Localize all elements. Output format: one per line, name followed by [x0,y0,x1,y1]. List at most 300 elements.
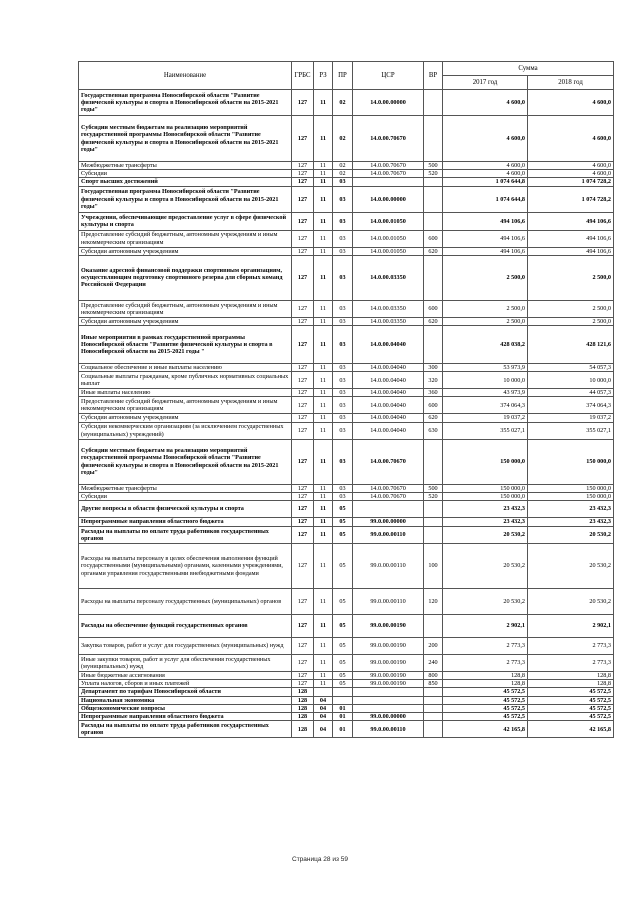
cell-sum-2017: 45 572,5 [443,713,528,721]
cell-csr: 99.0.00.00190 [353,672,424,680]
cell-grbs: 127 [292,492,314,500]
cell-csr [353,688,424,696]
cell-vr: 520 [424,492,443,500]
cell-sum-2017: 20 530,2 [443,589,528,615]
cell-pr: 02 [333,116,353,162]
cell-sum-2017: 4 600,0 [443,162,528,170]
cell-sum-2018: 2 773,3 [528,655,614,672]
cell-rz: 11 [314,527,333,544]
cell-grbs: 127 [292,655,314,672]
cell-csr: 99.0.00.00190 [353,655,424,672]
cell-grbs: 128 [292,688,314,696]
table-row [79,397,614,414]
cell-sum-2017: 428 038,2 [443,326,528,364]
cell-sum-2018: 128,8 [528,680,614,688]
cell-pr: 02 [333,170,353,178]
cell-rz: 04 [314,704,333,712]
table-row [79,492,614,500]
cell-pr: 05 [333,527,353,544]
cell-sum-2017: 2 902,1 [443,615,528,638]
cell-csr: 14.0.00.04040 [353,397,424,414]
cell-sum-2018: 45 572,5 [528,688,614,696]
cell-sum-2017: 128,8 [443,680,528,688]
cell-grbs: 127 [292,638,314,655]
cell-rz: 11 [314,255,333,300]
cell-grbs: 127 [292,116,314,162]
cell-name: Субсидии автономным учреждениям [79,247,292,255]
cell-sum-2018: 44 057,3 [528,389,614,397]
cell-rz: 11 [314,90,333,116]
cell-vr: 500 [424,484,443,492]
cell-sum-2017: 150 000,0 [443,492,528,500]
cell-sum-2018: 128,8 [528,672,614,680]
cell-vr [424,688,443,696]
cell-rz: 11 [314,186,333,212]
cell-grbs: 127 [292,672,314,680]
cell-sum-2018: 1 074 728,2 [528,178,614,186]
table-body [79,90,614,738]
table-row [79,162,614,170]
cell-name: Расходы на обеспечение функций государственных органов [79,615,292,638]
cell-grbs: 127 [292,439,314,484]
cell-rz: 11 [314,178,333,186]
cell-grbs: 127 [292,300,314,317]
cell-rz: 11 [314,589,333,615]
cell-vr [424,615,443,638]
cell-rz: 11 [314,492,333,500]
cell-csr: 14.0.00.04040 [353,422,424,439]
cell-csr: 14.0.00.70670 [353,116,424,162]
cell-sum-2018: 4 600,0 [528,90,614,116]
cell-pr: 03 [333,326,353,364]
table-row [79,326,614,364]
cell-name: Департамент по тарифам Новосибирской области [79,688,292,696]
table-row [79,90,614,116]
cell-csr: 14.0.00.03350 [353,317,424,325]
cell-vr: 620 [424,247,443,255]
table-row [79,704,614,712]
cell-pr: 03 [333,178,353,186]
cell-grbs: 127 [292,317,314,325]
cell-sum-2017: 20 530,2 [443,527,528,544]
cell-csr: 14.0.00.03350 [353,255,424,300]
col-header-csr: ЦСР [353,62,424,90]
cell-sum-2017: 150 000,0 [443,439,528,484]
table-row [79,170,614,178]
cell-sum-2018: 23 432,3 [528,518,614,527]
table-row [79,655,614,672]
cell-sum-2017: 374 064,3 [443,397,528,414]
cell-pr: 02 [333,162,353,170]
cell-vr: 620 [424,414,443,422]
cell-name: Социальное обеспечение и иные выплаты населению [79,364,292,372]
cell-sum-2017: 2 500,0 [443,255,528,300]
cell-sum-2017: 4 600,0 [443,90,528,116]
cell-pr: 01 [333,713,353,721]
cell-csr [353,704,424,712]
cell-sum-2018: 45 572,5 [528,713,614,721]
table-row [79,518,614,527]
cell-sum-2018: 2 500,0 [528,300,614,317]
cell-pr: 03 [333,372,353,389]
cell-vr [424,178,443,186]
cell-sum-2018: 42 165,8 [528,721,614,738]
cell-vr [424,704,443,712]
cell-name: Иные выплаты населению [79,389,292,397]
cell-vr: 520 [424,170,443,178]
cell-pr: 03 [333,492,353,500]
table-row [79,414,614,422]
cell-sum-2017: 43 973,9 [443,389,528,397]
cell-name: Субсидии автономным учреждениям [79,414,292,422]
cell-sum-2018: 2 500,0 [528,317,614,325]
cell-name: Субсидии местным бюджетам на реализацию мероприятий государственной программы Новосибирской области "Развитие физической культуры и спорта в Новосибирской области на 2015-2021 годы" [79,116,292,162]
cell-rz: 11 [314,615,333,638]
cell-vr: 240 [424,655,443,672]
cell-pr: 05 [333,518,353,527]
cell-csr: 14.0.00.70670 [353,170,424,178]
cell-vr [424,116,443,162]
cell-sum-2017: 42 165,8 [443,721,528,738]
cell-sum-2018: 19 037,2 [528,414,614,422]
cell-name: Предоставление субсидий бюджетным, автономным учреждениям и иным некоммерческим организациям [79,397,292,414]
cell-grbs: 127 [292,389,314,397]
cell-sum-2018: 20 530,2 [528,544,614,589]
cell-vr: 120 [424,589,443,615]
cell-pr: 05 [333,589,353,615]
cell-grbs: 127 [292,247,314,255]
cell-sum-2018: 4 600,0 [528,116,614,162]
cell-rz: 11 [314,501,333,518]
cell-csr: 14.0.00.70670 [353,492,424,500]
cell-name: Оказание адресной финансовой поддержки спортивным организациям, осуществляющим подготовку спортивного резерва для сборных команд Российской Федерации [79,255,292,300]
cell-sum-2018: 45 572,5 [528,696,614,704]
cell-csr: 14.0.00.04040 [353,389,424,397]
cell-grbs: 127 [292,414,314,422]
cell-name: Предоставление субсидий бюджетным, автономным учреждениям и иным некоммерческим организациям [79,230,292,247]
cell-rz: 11 [314,162,333,170]
cell-vr: 600 [424,300,443,317]
cell-rz: 11 [314,326,333,364]
cell-grbs: 127 [292,544,314,589]
cell-vr: 600 [424,230,443,247]
table-row [79,484,614,492]
cell-sum-2018: 2 902,1 [528,615,614,638]
cell-sum-2017: 150 000,0 [443,484,528,492]
cell-csr: 14.0.00.04040 [353,414,424,422]
cell-rz [314,688,333,696]
cell-sum-2018: 4 600,0 [528,170,614,178]
cell-pr: 05 [333,655,353,672]
cell-sum-2018: 374 064,3 [528,397,614,414]
cell-csr: 99.0.00.00110 [353,544,424,589]
cell-rz: 11 [314,364,333,372]
cell-sum-2017: 128,8 [443,672,528,680]
table-row [79,186,614,212]
cell-vr [424,713,443,721]
cell-csr: 14.0.00.04040 [353,364,424,372]
cell-vr [424,186,443,212]
col-header-grbs: ГРБС [292,62,314,90]
cell-grbs: 127 [292,255,314,300]
cell-rz: 11 [314,300,333,317]
cell-csr: 14.0.00.00000 [353,186,424,212]
table-row [79,116,614,162]
cell-sum-2017: 4 600,0 [443,170,528,178]
cell-pr: 03 [333,484,353,492]
cell-sum-2017: 2 500,0 [443,317,528,325]
cell-csr [353,178,424,186]
cell-csr: 99.0.00.00110 [353,589,424,615]
cell-pr: 03 [333,389,353,397]
cell-pr: 03 [333,186,353,212]
cell-name: Учреждения, обеспечивающие предоставление услуг в сфере физической культуры и спорта [79,212,292,230]
cell-vr: 300 [424,364,443,372]
cell-sum-2018: 150 000,0 [528,439,614,484]
col-header-rz: РЗ [314,62,333,90]
col-header-vr: ВР [424,62,443,90]
cell-pr: 05 [333,544,353,589]
table-row [79,422,614,439]
cell-name: Субсидии некоммерческим организациям (за исключением государственных (муниципальных) учреждений) [79,422,292,439]
cell-name: Иные закупки товаров, работ и услуг для обеспечения государственных (муниципальных) нужд [79,655,292,672]
cell-pr: 03 [333,414,353,422]
cell-grbs: 128 [292,696,314,704]
cell-name: Национальная экономика [79,696,292,704]
table-row [79,364,614,372]
cell-name: Иные бюджетные ассигнования [79,672,292,680]
cell-pr: 03 [333,439,353,484]
cell-grbs: 127 [292,170,314,178]
cell-name: Межбюджетные трансферты [79,484,292,492]
table-row [79,615,614,638]
table-row [79,638,614,655]
cell-sum-2017: 355 027,1 [443,422,528,439]
cell-grbs: 127 [292,518,314,527]
col-header-2017: 2017 год [443,76,528,90]
cell-pr: 03 [333,247,353,255]
table-row [79,589,614,615]
cell-name: Закупка товаров, работ и услуг для государственных (муниципальных) нужд [79,638,292,655]
table-row [79,178,614,186]
cell-rz: 11 [314,439,333,484]
cell-sum-2018: 428 121,6 [528,326,614,364]
cell-sum-2017: 23 432,3 [443,501,528,518]
cell-csr [353,501,424,518]
cell-csr: 14.0.00.70670 [353,484,424,492]
cell-sum-2018: 150 000,0 [528,484,614,492]
cell-name: Расходы на выплаты персоналу государственных (муниципальных) органов [79,589,292,615]
table-row [79,255,614,300]
cell-name: Уплата налогов, сборов и иных платежей [79,680,292,688]
col-header-name: Наименование [79,62,292,90]
cell-pr: 03 [333,397,353,414]
table-row [79,527,614,544]
budget-table [78,61,614,738]
cell-sum-2017: 23 432,3 [443,518,528,527]
cell-sum-2018: 54 057,3 [528,364,614,372]
cell-name: Другие вопросы в области физической культуры и спорта [79,501,292,518]
table-row [79,439,614,484]
cell-name: Общеэкономические вопросы [79,704,292,712]
cell-sum-2017: 1 074 644,8 [443,178,528,186]
cell-rz: 11 [314,397,333,414]
cell-vr: 630 [424,422,443,439]
cell-grbs: 127 [292,212,314,230]
cell-grbs: 127 [292,372,314,389]
cell-name: Субсидии местным бюджетам на реализацию мероприятий государственной программы Новосибирской области "Развитие физической культуры и спорта в Новосибирской области на 2015-2021 годы" [79,439,292,484]
cell-sum-2017: 1 074 644,8 [443,186,528,212]
cell-grbs: 127 [292,527,314,544]
cell-sum-2018: 10 000,0 [528,372,614,389]
cell-pr: 05 [333,680,353,688]
cell-csr: 99.0.00.00110 [353,721,424,738]
cell-rz: 11 [314,680,333,688]
table-row [79,672,614,680]
cell-rz: 11 [314,170,333,178]
cell-csr: 99.0.00.00190 [353,638,424,655]
cell-sum-2018: 150 000,0 [528,492,614,500]
cell-pr [333,688,353,696]
cell-csr: 99.0.00.00190 [353,680,424,688]
cell-sum-2017: 53 973,9 [443,364,528,372]
table-row [79,372,614,389]
cell-csr [353,696,424,704]
cell-rz: 04 [314,696,333,704]
cell-rz: 11 [314,518,333,527]
cell-grbs: 127 [292,397,314,414]
cell-pr: 03 [333,212,353,230]
cell-name: Непрограммные направления областного бюджета [79,518,292,527]
cell-csr: 14.0.00.03350 [353,300,424,317]
cell-csr: 14.0.00.04040 [353,372,424,389]
cell-csr: 14.0.00.70670 [353,439,424,484]
cell-vr [424,212,443,230]
cell-sum-2018: 2 500,0 [528,255,614,300]
cell-sum-2018: 45 572,5 [528,704,614,712]
cell-sum-2017: 45 572,5 [443,704,528,712]
cell-name: Непрограммные направления областного бюджета [79,713,292,721]
cell-sum-2018: 1 074 728,2 [528,186,614,212]
cell-sum-2018: 494 106,6 [528,230,614,247]
cell-sum-2018: 20 530,2 [528,589,614,615]
cell-pr: 05 [333,615,353,638]
cell-vr [424,721,443,738]
cell-grbs: 128 [292,704,314,712]
cell-csr: 14.0.00.01050 [353,230,424,247]
cell-grbs: 127 [292,680,314,688]
cell-grbs: 127 [292,484,314,492]
cell-vr: 320 [424,372,443,389]
cell-rz: 11 [314,484,333,492]
cell-sum-2017: 2 500,0 [443,300,528,317]
cell-name: Межбюджетные трансферты [79,162,292,170]
cell-csr: 14.0.00.04040 [353,326,424,364]
cell-rz: 04 [314,713,333,721]
cell-grbs: 127 [292,364,314,372]
cell-name: Иные мероприятия в рамках государственной программы Новосибирской области "Развитие физической культуры и спорта в Новосибирской области на 2015-2021 годы " [79,326,292,364]
cell-pr: 03 [333,230,353,247]
cell-vr: 800 [424,672,443,680]
cell-sum-2018: 23 432,3 [528,501,614,518]
cell-csr: 14.0.00.00000 [353,90,424,116]
table-row [79,389,614,397]
cell-grbs: 127 [292,326,314,364]
cell-rz: 11 [314,544,333,589]
table-row [79,688,614,696]
cell-grbs: 128 [292,721,314,738]
cell-sum-2018: 2 773,3 [528,638,614,655]
cell-grbs: 127 [292,589,314,615]
cell-vr: 600 [424,397,443,414]
cell-sum-2018: 494 106,6 [528,212,614,230]
cell-sum-2018: 20 530,2 [528,527,614,544]
page-number: Страница 28 из 59 [292,856,348,863]
cell-rz: 11 [314,414,333,422]
cell-name: Государственная программа Новосибирской области "Развитие физической культуры и спорта в Новосибирской области на 2015-2021 годы" [79,186,292,212]
cell-pr: 03 [333,300,353,317]
cell-rz: 11 [314,317,333,325]
cell-pr: 03 [333,422,353,439]
cell-rz: 11 [314,247,333,255]
table-row [79,713,614,721]
cell-sum-2017: 494 106,6 [443,247,528,255]
cell-csr: 99.0.00.00000 [353,713,424,721]
cell-name: Социальные выплаты гражданам, кроме публичных нормативных социальных выплат [79,372,292,389]
cell-rz: 04 [314,721,333,738]
cell-vr [424,326,443,364]
cell-csr: 99.0.00.00000 [353,518,424,527]
cell-sum-2018: 355 027,1 [528,422,614,439]
table-row [79,721,614,738]
budget-table-page [78,61,613,738]
cell-rz: 11 [314,422,333,439]
cell-pr: 05 [333,672,353,680]
cell-csr: 99.0.00.00190 [353,615,424,638]
table-row [79,544,614,589]
cell-vr [424,501,443,518]
cell-vr: 100 [424,544,443,589]
cell-name: Спорт высших достижений [79,178,292,186]
cell-name: Субсидии [79,170,292,178]
table-row [79,300,614,317]
cell-rz: 11 [314,372,333,389]
cell-rz: 11 [314,212,333,230]
cell-sum-2018: 494 106,6 [528,247,614,255]
cell-sum-2017: 494 106,6 [443,212,528,230]
cell-pr: 03 [333,317,353,325]
cell-csr: 14.0.00.01050 [353,247,424,255]
cell-grbs: 128 [292,713,314,721]
cell-grbs: 127 [292,422,314,439]
cell-sum-2017: 10 000,0 [443,372,528,389]
cell-vr [424,518,443,527]
table-row [79,680,614,688]
cell-vr [424,696,443,704]
cell-pr [333,696,353,704]
table-row [79,696,614,704]
cell-vr: 200 [424,638,443,655]
cell-grbs: 127 [292,90,314,116]
cell-vr: 500 [424,162,443,170]
cell-sum-2017: 45 572,5 [443,688,528,696]
cell-name: Предоставление субсидий бюджетным, автономным учреждениям и иным некоммерческим организациям [79,300,292,317]
table-row [79,317,614,325]
col-header-2018: 2018 год [528,76,614,90]
cell-grbs: 127 [292,230,314,247]
cell-sum-2017: 2 773,3 [443,638,528,655]
table-row [79,212,614,230]
